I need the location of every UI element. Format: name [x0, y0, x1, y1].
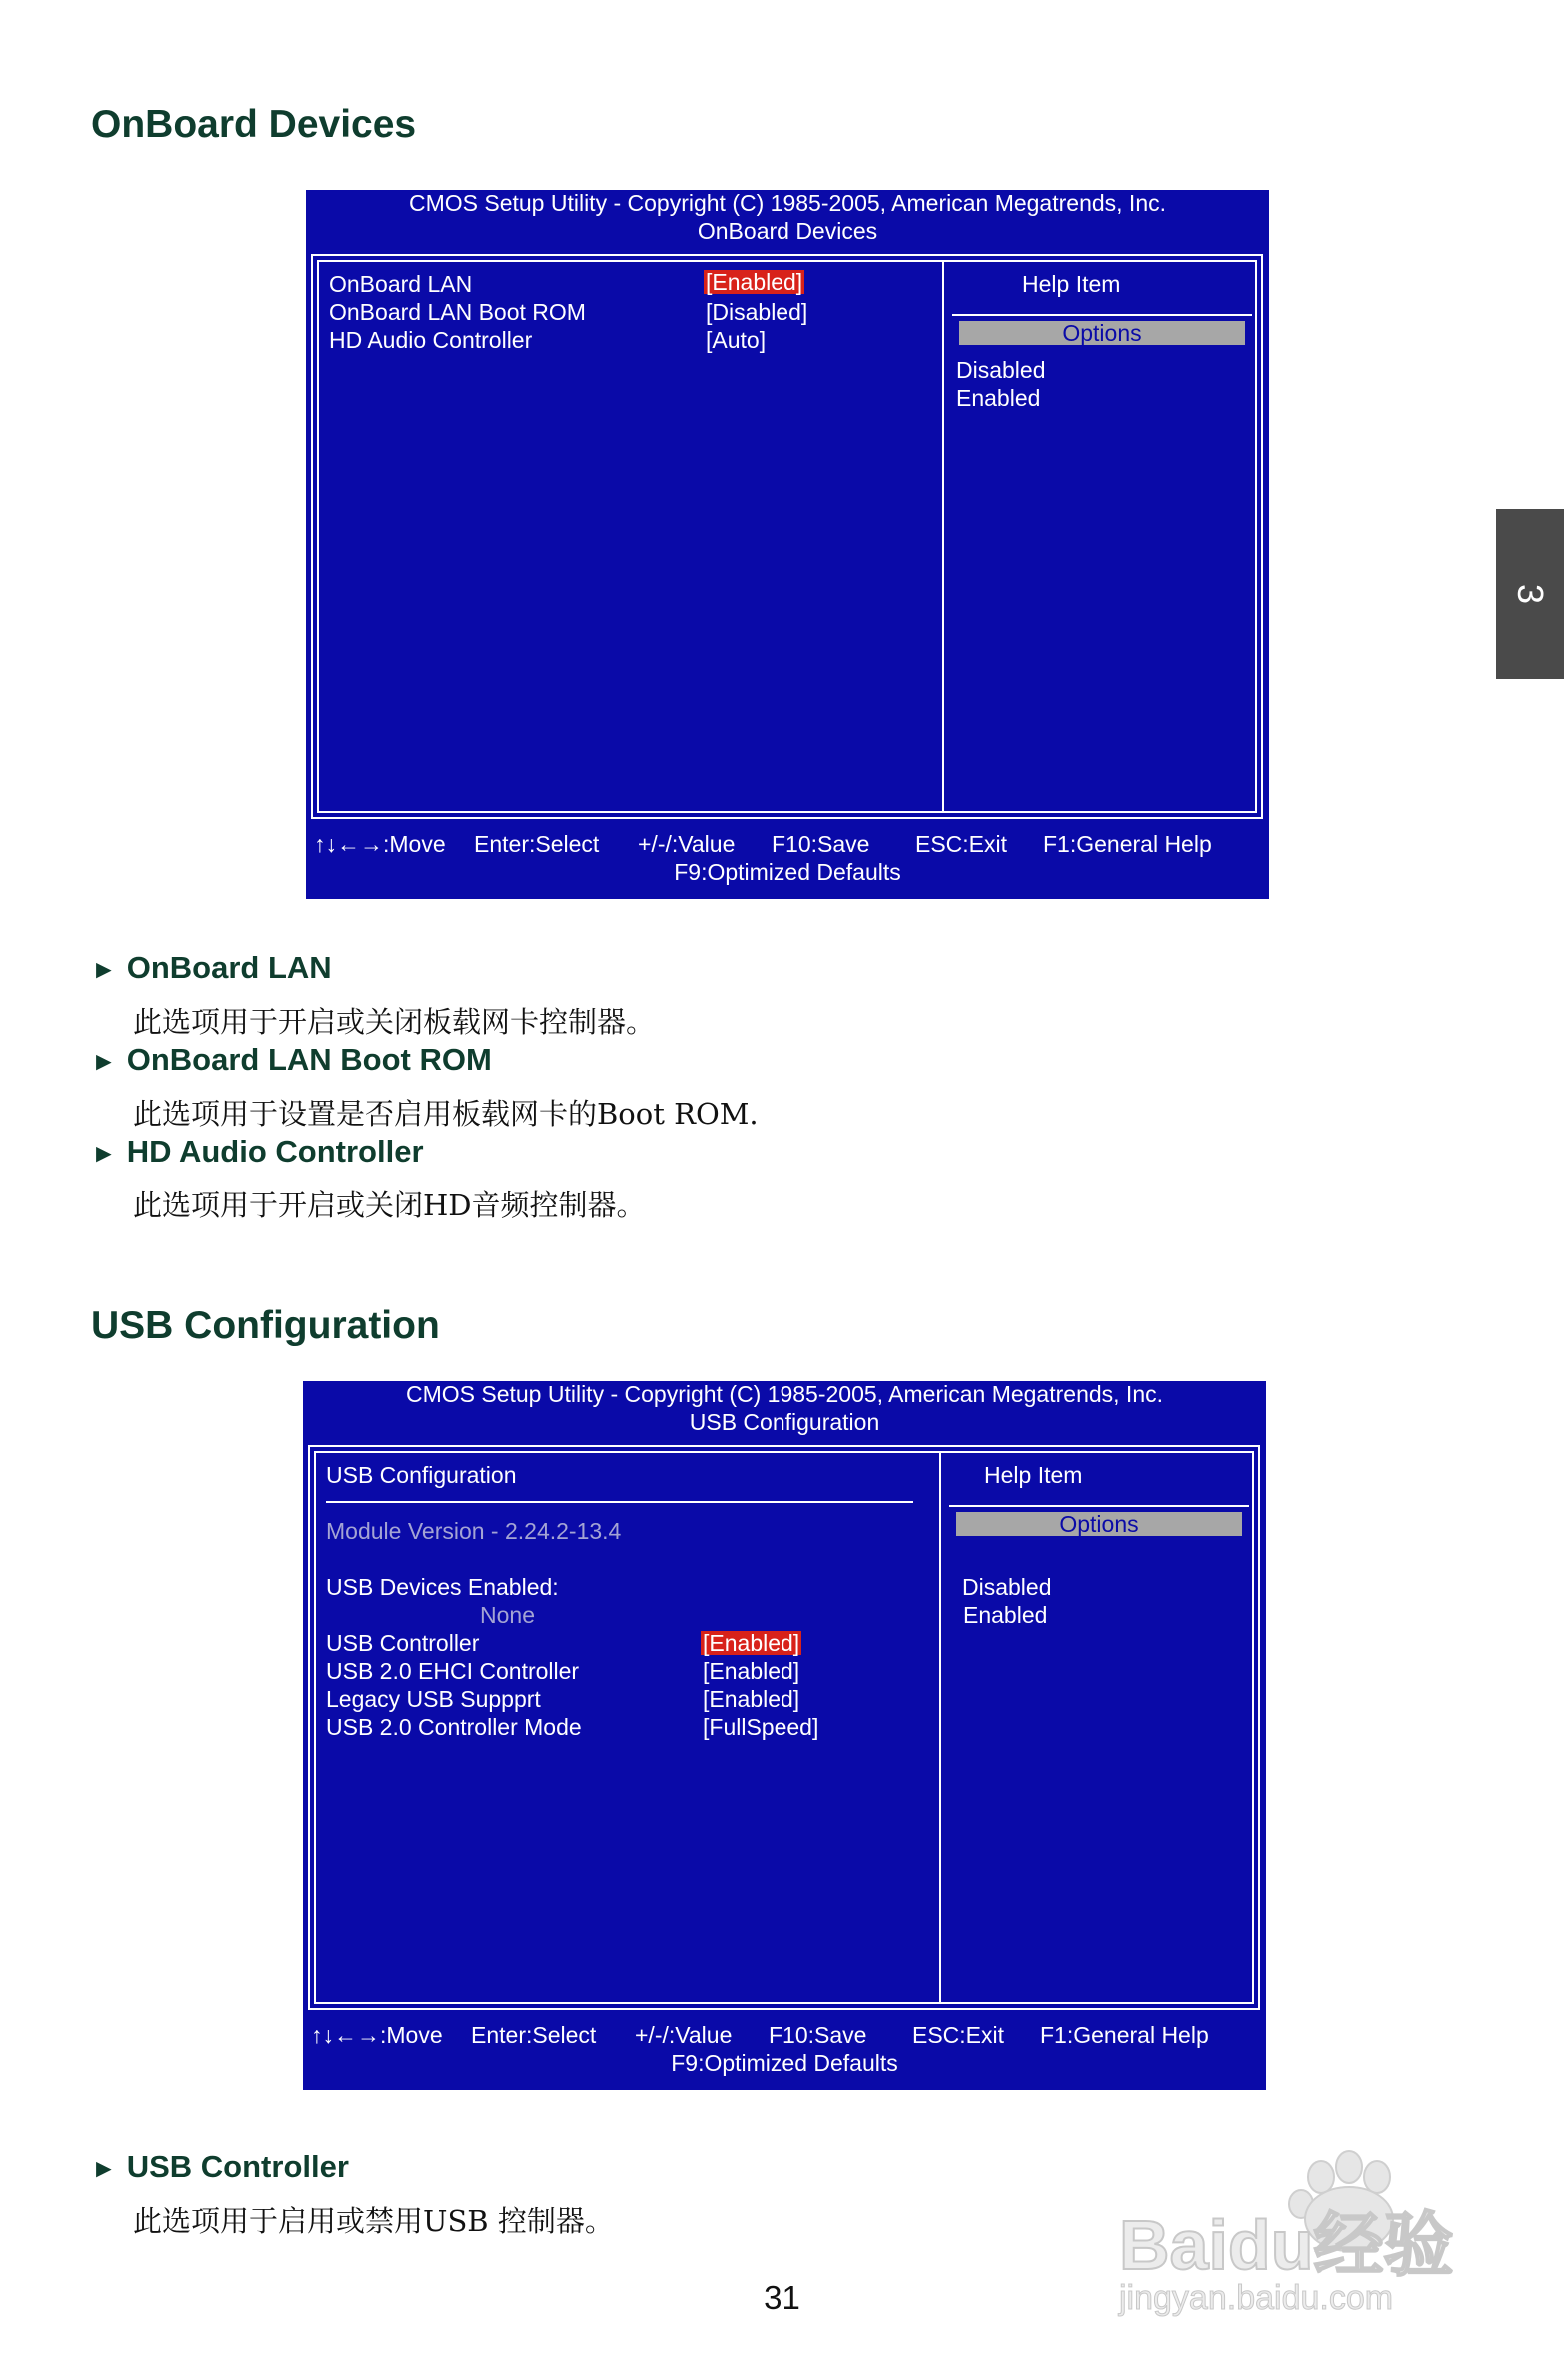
footer-save: F10:Save [772, 831, 870, 857]
bios-value-usb-controller-mode[interactable]: [FullSpeed] [703, 1714, 819, 1740]
options-bar: Options [956, 1512, 1242, 1536]
bios-divider [939, 1451, 941, 2004]
item-heading-usb-controller: ► USB Controller [91, 2149, 349, 2184]
option-enabled: Enabled [963, 1602, 1048, 1628]
module-version: Module Version - 2.24.2-13.4 [326, 1518, 622, 1544]
item-desc-onboard-lan: 此选项用于开启或关闭板载网卡控制器。 [133, 1005, 656, 1039]
chapter-tab: 3 [1496, 509, 1564, 679]
svg-text:jingyan.baidu.com: jingyan.baidu.com [1119, 2279, 1394, 2317]
bios-value-hd-audio-controller[interactable]: [Auto] [706, 327, 767, 353]
option-disabled: Disabled [956, 357, 1046, 383]
footer-defaults: F9:Optimized Defaults [674, 859, 901, 885]
bios-title-line2: OnBoard Devices [697, 218, 878, 244]
svg-text:Baidu经验: Baidu经验 [1119, 2206, 1454, 2284]
usb-config-heading: USB Configuration [326, 1462, 517, 1488]
item-desc-hd-audio-controller: 此选项用于开启或关闭HD音频控制器。 [133, 1189, 646, 1222]
bios-value-onboard-lan[interactable]: [Enabled] [706, 269, 803, 295]
footer-select: Enter:Select [471, 2022, 597, 2048]
section-title-onboard-devices: OnBoard Devices [91, 103, 417, 146]
item-desc-onboard-lan-boot-rom: 此选项用于设置是否启用板载网卡的Boot ROM. [133, 1097, 759, 1131]
help-title-underline [952, 314, 1252, 316]
baidu-watermark-logo [1109, 2149, 1489, 2319]
footer-value: +/-/:Value [638, 831, 736, 857]
footer-move: ↑↓←→:Move [311, 2022, 443, 2048]
bios-title-line2: USB Configuration [689, 1409, 880, 1435]
item-heading-onboard-lan-boot-rom: ► OnBoard LAN Boot ROM [91, 1042, 492, 1077]
bios-value-usb-controller[interactable]: [Enabled] [703, 1630, 800, 1656]
bios-value-legacy-usb-support[interactable]: [Enabled] [703, 1686, 800, 1712]
item-heading-onboard-lan: ► OnBoard LAN [91, 950, 332, 985]
usb-config-underline [326, 1501, 913, 1503]
options-bar: Options [959, 321, 1245, 345]
bios-divider [942, 260, 944, 813]
bios-value-usb-ehci-controller[interactable]: [Enabled] [703, 1658, 800, 1684]
help-item-title: Help Item [1022, 271, 1121, 297]
footer-move: ↑↓←→:Move [314, 831, 446, 857]
help-title-underline [949, 1505, 1249, 1507]
footer-select: Enter:Select [474, 831, 600, 857]
footer-exit: ESC:Exit [915, 831, 1008, 857]
footer-exit: ESC:Exit [912, 2022, 1005, 2048]
bios-item-legacy-usb-support[interactable]: Legacy USB Suppprt [326, 1686, 541, 1712]
bios-item-usb-controller[interactable]: USB Controller [326, 1630, 480, 1656]
page-number: 31 [764, 2279, 800, 2316]
footer-defaults: F9:Optimized Defaults [671, 2050, 898, 2076]
bios-title-line1: CMOS Setup Utility - Copyright (C) 1985-2005, American Megatrends, Inc. [405, 1381, 1164, 1407]
bios-item-hd-audio-controller[interactable]: HD Audio Controller [329, 327, 533, 353]
footer-general-help: F1:General Help [1040, 2022, 1209, 2048]
bios-screen-onboard-devices [306, 190, 1269, 899]
footer-save: F10:Save [769, 2022, 867, 2048]
footer-general-help: F1:General Help [1043, 831, 1212, 857]
bios-title-line1: CMOS Setup Utility - Copyright (C) 1985-2005, American Megatrends, Inc. [408, 190, 1167, 216]
bios-item-usb-controller-mode[interactable]: USB 2.0 Controller Mode [326, 1714, 582, 1740]
option-disabled: Disabled [962, 1574, 1052, 1600]
bios-screen-usb-configuration [303, 1381, 1266, 2090]
usb-devices-enabled-value: None [480, 1602, 535, 1628]
bios-item-onboard-lan-boot-rom[interactable]: OnBoard LAN Boot ROM [329, 299, 586, 325]
help-item-title: Help Item [984, 1462, 1083, 1488]
item-heading-hd-audio-controller: ► HD Audio Controller [91, 1134, 424, 1169]
bios-value-onboard-lan-boot-rom[interactable]: [Disabled] [706, 299, 808, 325]
footer-value: +/-/:Value [635, 2022, 733, 2048]
bios-item-onboard-lan[interactable]: OnBoard LAN [329, 271, 473, 297]
item-desc-usb-controller: 此选项用于启用或禁用USB 控制器。 [133, 2204, 614, 2238]
option-enabled: Enabled [956, 385, 1041, 411]
section-title-usb-configuration: USB Configuration [91, 1304, 440, 1347]
usb-devices-enabled-label: USB Devices Enabled: [326, 1574, 559, 1600]
bios-item-usb-ehci-controller[interactable]: USB 2.0 EHCI Controller [326, 1658, 580, 1684]
